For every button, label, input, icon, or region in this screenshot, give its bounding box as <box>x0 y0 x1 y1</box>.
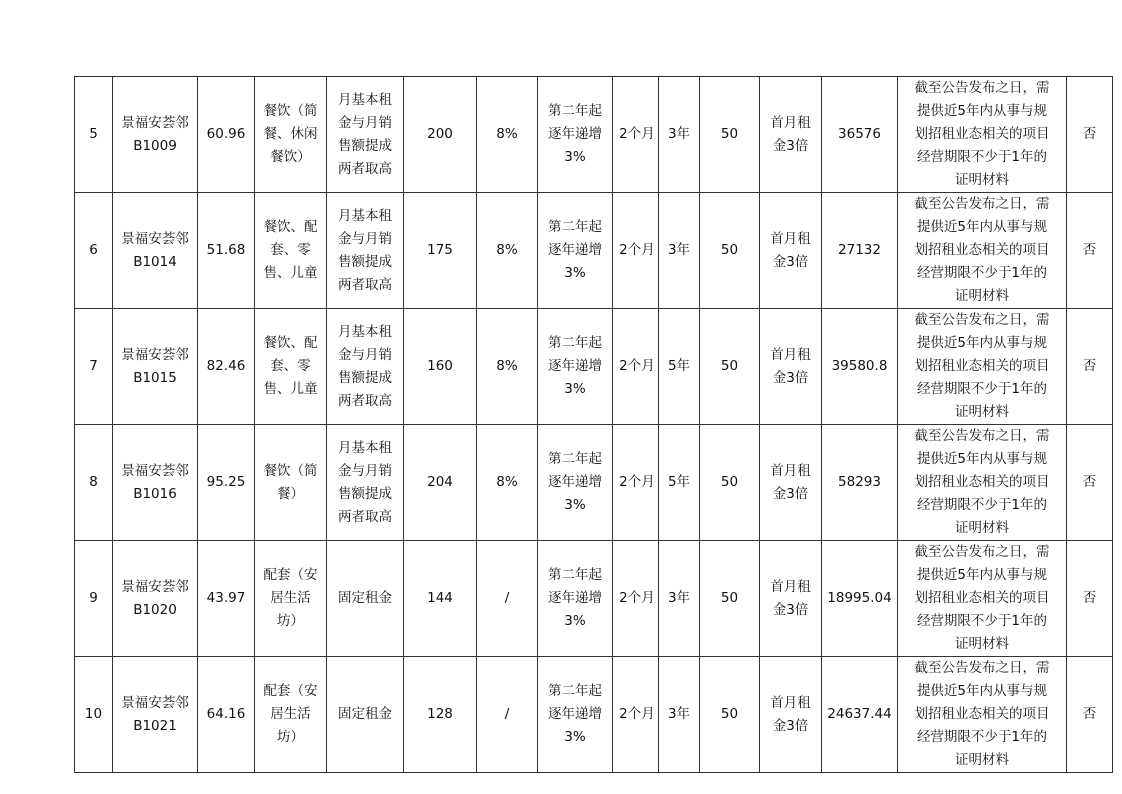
cell-unit-text: 景福安荟邻B1020 <box>121 578 189 618</box>
cell-amount <box>822 77 898 193</box>
cell-deposit-base-text: 50 <box>720 474 739 490</box>
cell-amount-text: 27132 <box>838 242 881 258</box>
cell-requirement-text: 截至公告发布之日，需提供近5年内从事与规划招租业态相关的项目经营期限不少于1年的证明材料 <box>914 428 1050 536</box>
cell-area <box>198 425 255 541</box>
table-body <box>75 77 1113 773</box>
cell-requirement-text: 截至公告发布之日，需提供近5年内从事与规划招租业态相关的项目经营期限不少于1年的证明材料 <box>914 312 1050 420</box>
cell-commission-rate <box>477 77 538 193</box>
cell-area <box>198 541 255 657</box>
cell-area-text: 51.68 <box>206 242 246 258</box>
cell-rent-mode-text: 月基本租金与月销售额提成两者取高 <box>338 207 392 293</box>
cell-rent-increase <box>538 193 613 309</box>
table-row <box>75 657 1113 773</box>
cell-rent-increase <box>538 309 613 425</box>
cell-area <box>198 77 255 193</box>
cell-rent-increase <box>538 425 613 541</box>
cell-requirement <box>898 425 1067 541</box>
cell-deposit <box>760 425 822 541</box>
cell-flag <box>1067 309 1113 425</box>
cell-flag-text: 否 <box>1082 358 1097 374</box>
cell-lease-term-text: 3年 <box>667 126 691 142</box>
cell-requirement-text: 截至公告发布之日，需提供近5年内从事与规划招租业态相关的项目经营期限不少于1年的证明材料 <box>914 660 1050 768</box>
cell-flag-text: 否 <box>1082 590 1097 606</box>
cell-rent-mode-text: 固定租金 <box>338 590 392 606</box>
cell-business-format-text: 餐饮（简餐、休闲餐饮） <box>263 103 318 165</box>
cell-rent-mode <box>327 309 404 425</box>
cell-lease-term <box>659 425 700 541</box>
table-row <box>75 425 1113 541</box>
cell-deposit-base-text: 50 <box>720 242 739 258</box>
cell-deposit-text: 首月租金3倍 <box>770 346 811 386</box>
cell-commission-rate-text: / <box>504 706 510 722</box>
cell-requirement <box>898 193 1067 309</box>
cell-flag <box>1067 425 1113 541</box>
cell-area-text: 64.16 <box>206 706 246 722</box>
cell-rent-increase-text: 第二年起逐年递增3% <box>548 683 602 745</box>
cell-deposit-base-text: 50 <box>720 358 739 374</box>
cell-rent-increase-text: 第二年起逐年递增3% <box>548 567 602 629</box>
cell-row-number <box>75 425 113 541</box>
cell-deposit-base <box>700 77 760 193</box>
cell-flag-text: 否 <box>1082 474 1097 490</box>
cell-flag <box>1067 193 1113 309</box>
cell-free-period-text: 2个月 <box>619 242 655 258</box>
cell-lease-term-text: 3年 <box>667 590 691 606</box>
cell-deposit <box>760 541 822 657</box>
cell-deposit-base <box>700 657 760 773</box>
cell-base-rent-text: 160 <box>427 358 453 374</box>
cell-business-format-text: 配套（安居生活坊） <box>263 567 318 629</box>
cell-deposit-base <box>700 193 760 309</box>
cell-lease-term <box>659 657 700 773</box>
cell-business-format <box>255 425 327 541</box>
cell-amount-text: 36576 <box>838 126 881 142</box>
cell-requirement-text: 截至公告发布之日，需提供近5年内从事与规划招租业态相关的项目经营期限不少于1年的证明材料 <box>914 80 1050 188</box>
rental-listing-table <box>74 76 1113 773</box>
table-row <box>75 309 1113 425</box>
cell-area <box>198 657 255 773</box>
cell-deposit <box>760 309 822 425</box>
cell-unit-text: 景福安荟邻B1016 <box>121 462 189 502</box>
cell-amount <box>822 309 898 425</box>
cell-base-rent-text: 128 <box>427 706 453 722</box>
cell-amount <box>822 657 898 773</box>
cell-unit-text: 景福安荟邻B1021 <box>121 694 189 734</box>
cell-deposit-base-text: 50 <box>720 706 739 722</box>
cell-business-format <box>255 77 327 193</box>
cell-area-text: 43.97 <box>206 590 246 606</box>
cell-base-rent <box>404 309 477 425</box>
cell-requirement <box>898 309 1067 425</box>
cell-base-rent <box>404 193 477 309</box>
cell-free-period-text: 2个月 <box>619 706 655 722</box>
cell-area-text: 95.25 <box>206 474 246 490</box>
cell-rent-mode-text: 月基本租金与月销售额提成两者取高 <box>338 91 392 177</box>
cell-unit <box>113 425 198 541</box>
cell-commission-rate-text: 8% <box>496 358 518 374</box>
cell-commission-rate <box>477 541 538 657</box>
cell-unit-text: 景福安荟邻B1015 <box>121 346 189 386</box>
cell-commission-rate <box>477 309 538 425</box>
cell-flag <box>1067 541 1113 657</box>
cell-flag-text: 否 <box>1082 242 1097 258</box>
cell-base-rent-text: 200 <box>427 126 453 142</box>
cell-requirement <box>898 541 1067 657</box>
cell-rent-mode <box>327 193 404 309</box>
cell-business-format-text: 餐饮、配套、零售、儿童 <box>263 335 318 397</box>
cell-base-rent <box>404 425 477 541</box>
cell-rent-increase <box>538 77 613 193</box>
cell-deposit-base <box>700 309 760 425</box>
cell-business-format <box>255 193 327 309</box>
cell-commission-rate <box>477 657 538 773</box>
cell-unit <box>113 541 198 657</box>
cell-lease-term-text: 5年 <box>667 474 691 490</box>
cell-deposit-base <box>700 541 760 657</box>
cell-deposit <box>760 193 822 309</box>
cell-row-number <box>75 657 113 773</box>
cell-row-number <box>75 77 113 193</box>
cell-commission-rate-text: 8% <box>496 474 518 490</box>
cell-lease-term <box>659 541 700 657</box>
cell-free-period <box>613 77 659 193</box>
cell-rent-mode <box>327 77 404 193</box>
cell-base-rent <box>404 541 477 657</box>
cell-deposit <box>760 657 822 773</box>
cell-row-number <box>75 193 113 309</box>
cell-row-number-text: 7 <box>89 358 98 374</box>
cell-business-format <box>255 541 327 657</box>
cell-row-number-text: 8 <box>89 474 98 490</box>
cell-business-format-text: 配套（安居生活坊） <box>263 683 318 745</box>
cell-amount-text: 58293 <box>838 474 881 490</box>
cell-requirement <box>898 77 1067 193</box>
cell-area <box>198 309 255 425</box>
cell-flag-text: 否 <box>1082 706 1097 722</box>
cell-rent-mode-text: 固定租金 <box>338 706 392 722</box>
cell-rent-increase-text: 第二年起逐年递增3% <box>548 103 602 165</box>
cell-free-period <box>613 657 659 773</box>
cell-free-period <box>613 193 659 309</box>
cell-area <box>198 193 255 309</box>
cell-lease-term <box>659 193 700 309</box>
cell-base-rent <box>404 657 477 773</box>
cell-lease-term-text: 5年 <box>667 358 691 374</box>
cell-unit <box>113 657 198 773</box>
cell-free-period <box>613 425 659 541</box>
cell-rent-mode <box>327 657 404 773</box>
cell-rent-increase <box>538 657 613 773</box>
cell-business-format-text: 餐饮、配套、零售、儿童 <box>263 219 318 281</box>
cell-commission-rate <box>477 425 538 541</box>
cell-deposit-base-text: 50 <box>720 126 739 142</box>
cell-lease-term-text: 3年 <box>667 242 691 258</box>
cell-free-period-text: 2个月 <box>619 590 655 606</box>
cell-amount <box>822 425 898 541</box>
cell-amount-text: 39580.8 <box>831 358 888 374</box>
cell-deposit-text: 首月租金3倍 <box>770 462 811 502</box>
table-row <box>75 541 1113 657</box>
cell-deposit <box>760 77 822 193</box>
cell-row-number <box>75 541 113 657</box>
cell-deposit-text: 首月租金3倍 <box>770 114 811 154</box>
cell-free-period <box>613 541 659 657</box>
cell-rent-mode <box>327 541 404 657</box>
cell-row-number-text: 10 <box>84 706 103 722</box>
cell-requirement-text: 截至公告发布之日，需提供近5年内从事与规划招租业态相关的项目经营期限不少于1年的证明材料 <box>914 196 1050 304</box>
cell-business-format <box>255 309 327 425</box>
cell-business-format-text: 餐饮（简餐） <box>263 462 318 502</box>
cell-unit <box>113 309 198 425</box>
cell-amount-text: 24637.44 <box>827 706 892 722</box>
cell-row-number <box>75 309 113 425</box>
cell-lease-term-text: 3年 <box>667 706 691 722</box>
cell-row-number-text: 6 <box>89 242 98 258</box>
cell-commission-rate-text: 8% <box>496 242 518 258</box>
cell-rent-mode-text: 月基本租金与月销售额提成两者取高 <box>338 439 392 525</box>
table-row <box>75 193 1113 309</box>
cell-rent-increase-text: 第二年起逐年递增3% <box>548 219 602 281</box>
table-row <box>75 77 1113 193</box>
cell-deposit-text: 首月租金3倍 <box>770 694 811 734</box>
cell-lease-term <box>659 309 700 425</box>
cell-commission-rate <box>477 193 538 309</box>
cell-rent-increase-text: 第二年起逐年递增3% <box>548 451 602 513</box>
cell-unit-text: 景福安荟邻B1014 <box>121 230 189 270</box>
cell-rent-increase <box>538 541 613 657</box>
cell-base-rent-text: 204 <box>427 474 453 490</box>
cell-base-rent <box>404 77 477 193</box>
cell-deposit-text: 首月租金3倍 <box>770 578 811 618</box>
cell-deposit-text: 首月租金3倍 <box>770 230 811 270</box>
cell-free-period-text: 2个月 <box>619 126 655 142</box>
cell-requirement-text: 截至公告发布之日，需提供近5年内从事与规划招租业态相关的项目经营期限不少于1年的证明材料 <box>914 544 1050 652</box>
cell-rent-mode <box>327 425 404 541</box>
cell-commission-rate-text: / <box>504 590 510 606</box>
cell-base-rent-text: 175 <box>427 242 453 258</box>
cell-flag <box>1067 657 1113 773</box>
cell-rent-mode-text: 月基本租金与月销售额提成两者取高 <box>338 323 392 409</box>
cell-rent-increase-text: 第二年起逐年递增3% <box>548 335 602 397</box>
cell-deposit-base-text: 50 <box>720 590 739 606</box>
cell-lease-term <box>659 77 700 193</box>
cell-free-period-text: 2个月 <box>619 474 655 490</box>
cell-area-text: 60.96 <box>206 126 246 142</box>
cell-amount <box>822 541 898 657</box>
cell-unit <box>113 77 198 193</box>
cell-base-rent-text: 144 <box>427 590 453 606</box>
cell-free-period-text: 2个月 <box>619 358 655 374</box>
cell-deposit-base <box>700 425 760 541</box>
cell-unit-text: 景福安荟邻B1009 <box>121 114 189 154</box>
cell-flag-text: 否 <box>1082 126 1097 142</box>
cell-amount-text: 18995.04 <box>827 590 892 606</box>
cell-amount <box>822 193 898 309</box>
cell-flag <box>1067 77 1113 193</box>
cell-row-number-text: 5 <box>89 126 98 142</box>
cell-requirement <box>898 657 1067 773</box>
cell-free-period <box>613 309 659 425</box>
cell-commission-rate-text: 8% <box>496 126 518 142</box>
cell-area-text: 82.46 <box>206 358 246 374</box>
cell-unit <box>113 193 198 309</box>
cell-business-format <box>255 657 327 773</box>
cell-row-number-text: 9 <box>89 590 98 606</box>
